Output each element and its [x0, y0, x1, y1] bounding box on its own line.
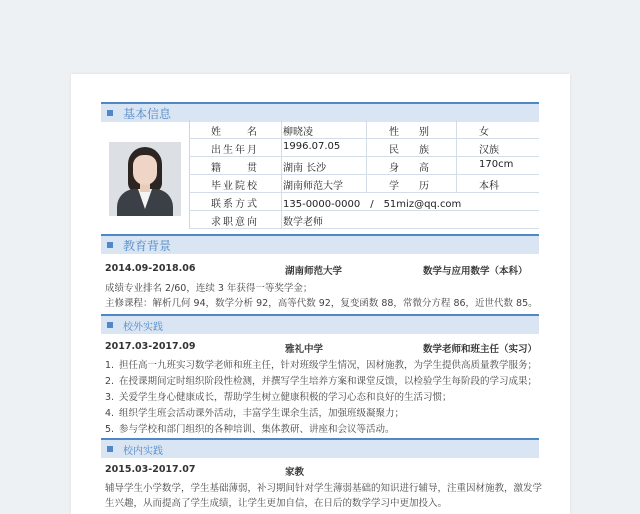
- list-item: 2. 在授课期间定时组织阶段性检测，并撰写学生培养方案和课堂反馈，以检验学生每阶段的学习成果；: [105, 376, 538, 387]
- origin-value: 湖南 长沙: [283, 163, 327, 174]
- external-entry: [105, 341, 538, 355]
- internal-description: 辅导学生小学数学，学生基础薄弱，补习期间针对学生薄弱基础的知识进行辅导，注重因材施教，激发学: [105, 483, 543, 494]
- list-item: 3. 关爱学生身心健康成长，帮助学生树立健康积极的学习心态和良好的生活习惯；: [105, 392, 452, 403]
- info-row: [189, 210, 539, 229]
- intent-label: 求职意向: [211, 217, 257, 228]
- nation-value: 汉族: [479, 145, 499, 156]
- section-marker-icon: [107, 446, 113, 452]
- section-header-basic-info: [101, 102, 539, 122]
- origin-label: 籍 贯: [211, 163, 257, 174]
- degree-value: 本科: [479, 181, 499, 192]
- education-school: 湖南师范大学: [285, 266, 343, 277]
- section-marker-icon: [107, 110, 113, 116]
- name-label: 姓 名: [211, 127, 257, 138]
- section-marker-icon: [107, 322, 113, 328]
- contact-value: 135-0000-0000 / 51miz@qq.com: [283, 199, 462, 210]
- section-marker-icon: [107, 242, 113, 248]
- education-courses: 主修课程：解析几何 94，数学分析 92，高等代数 92，复变函数 88，常微分方程 86，近世代数 85。: [105, 298, 538, 309]
- section-title: 教育背景: [123, 239, 172, 253]
- height-value: 170cm: [479, 159, 514, 170]
- education-period: 2014.09-2018.06: [105, 263, 196, 274]
- external-role: 数学老师和班主任（实习）: [423, 344, 538, 355]
- section-header-internal-practice: [101, 438, 539, 458]
- name-value: 柳晓凌: [283, 127, 313, 138]
- internal-period: 2015.03-2017.07: [105, 464, 196, 475]
- section-title: 校外实践: [123, 322, 163, 333]
- education-entry: [105, 263, 535, 277]
- contact-label: 联系方式: [211, 199, 257, 210]
- external-period: 2017.03-2017.09: [105, 341, 196, 352]
- photo-cell: [101, 120, 190, 228]
- section-header-external-practice: [101, 314, 539, 334]
- section-header-education: [101, 234, 539, 254]
- section-title: 基本信息: [123, 107, 172, 121]
- education-ranking: 成绩专业排名 2/60，连续 3 年获得一等奖学金；: [105, 283, 313, 294]
- info-row: [189, 174, 539, 193]
- info-row: [189, 156, 539, 175]
- gender-label: 性 别: [389, 127, 429, 138]
- height-label: 身 高: [389, 163, 429, 174]
- birth-label: 出生年月: [211, 145, 257, 156]
- nation-label: 民 族: [389, 145, 429, 156]
- school-value: 湖南师范大学: [283, 181, 343, 192]
- info-row: [189, 120, 539, 139]
- education-major: 数学与应用数学（本科）: [423, 266, 528, 277]
- internal-entry: [105, 464, 535, 478]
- list-item: 5. 参与学校和部门组织的各种培训、集体教研、讲座和会议等活动。: [105, 424, 395, 435]
- resume-sheet: [71, 74, 570, 514]
- degree-label: 学 历: [389, 181, 429, 192]
- info-row: [189, 192, 539, 211]
- internal-role: 家教: [285, 467, 305, 478]
- profile-photo: [109, 142, 181, 216]
- gender-value: 女: [479, 127, 489, 138]
- school-label: 毕业院校: [211, 181, 257, 192]
- intent-value: 数学老师: [283, 217, 323, 228]
- list-item: 4. 组织学生班会活动课外活动，丰富学生课余生活，加强班级凝聚力；: [105, 408, 405, 419]
- info-row: [189, 138, 539, 157]
- birth-value: 1996.07.05: [283, 141, 341, 152]
- list-item: 1. 担任高一九班实习数学老师和班主任，针对班级学生情况，因材施教，为学生提供高质量教学服务；: [105, 360, 538, 371]
- section-title: 校内实践: [123, 446, 163, 457]
- internal-description-cont: 生兴趣，从而提高了学生成绩，让学生更加自信，在日后的数学学习中更加投入。: [105, 498, 448, 509]
- external-org: 雅礼中学: [285, 344, 324, 355]
